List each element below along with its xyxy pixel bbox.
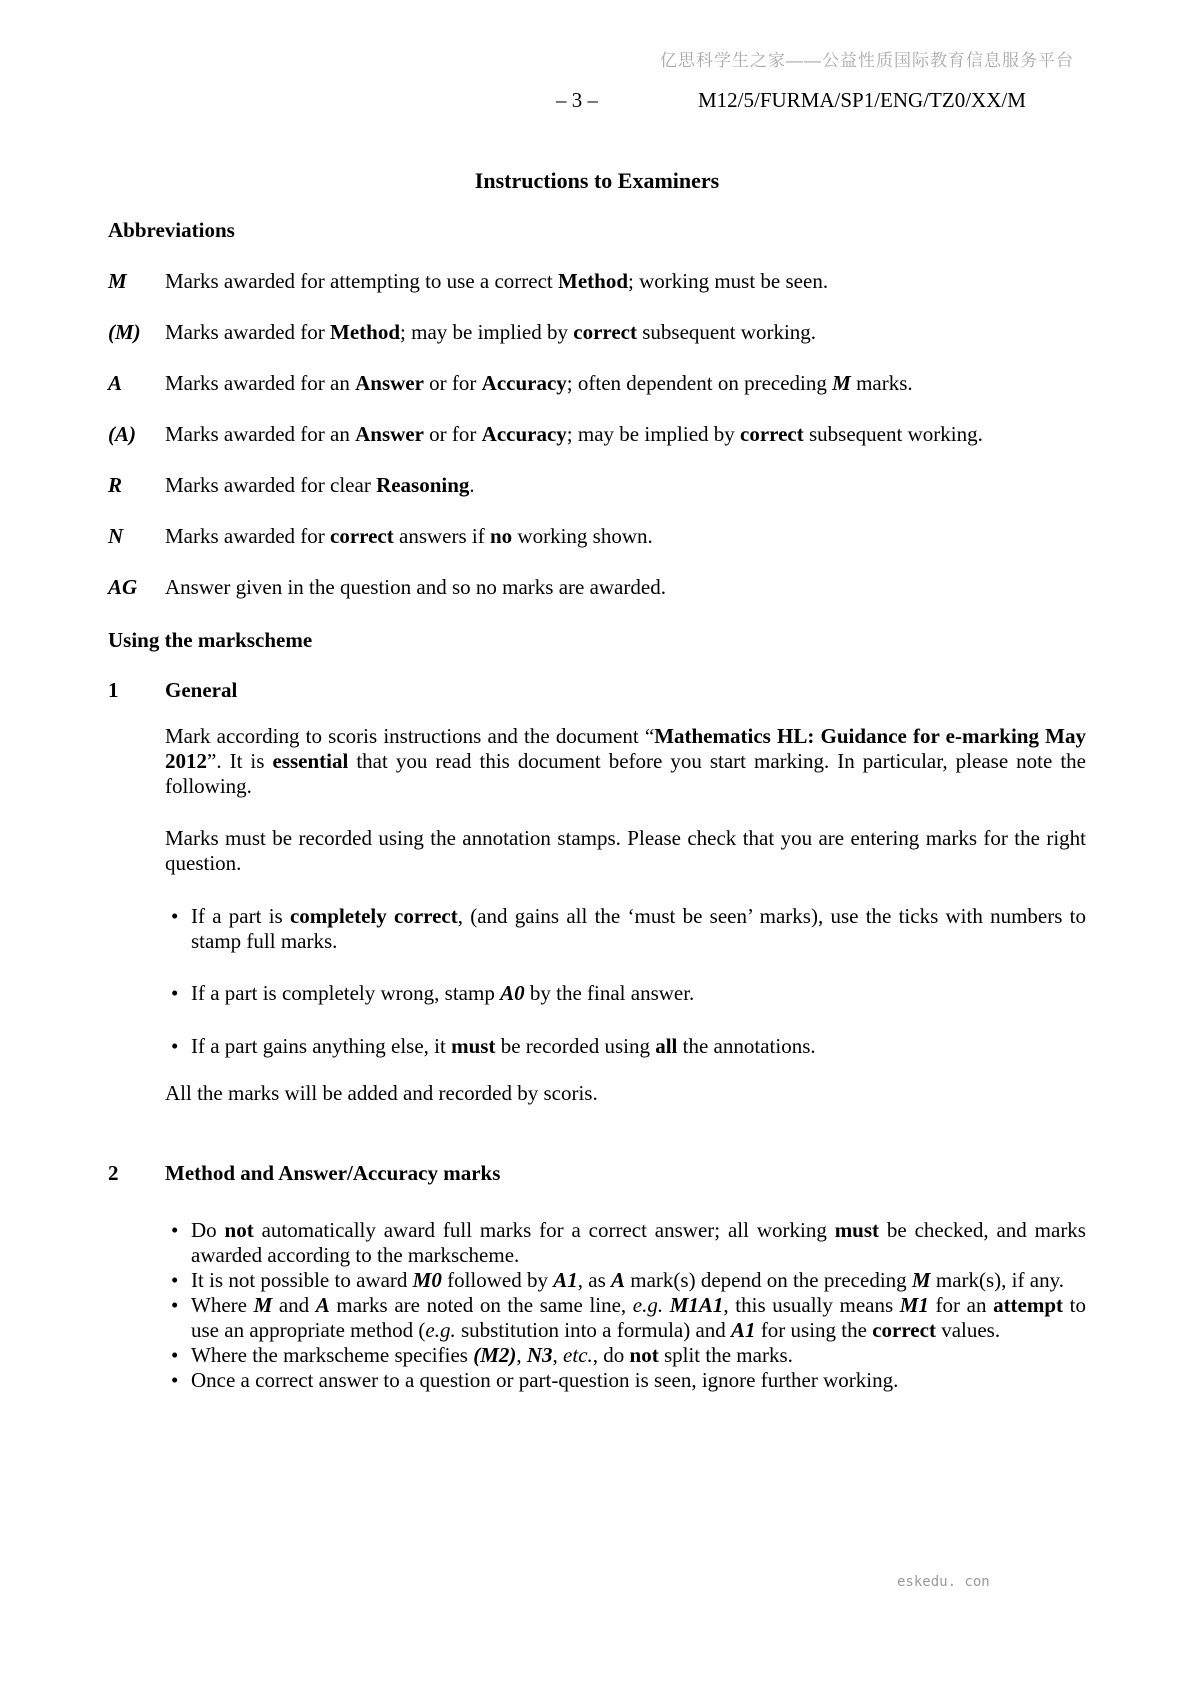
abbreviation-description: Answer given in the question and so no marks are awarded.	[165, 575, 666, 599]
bullet-item	[165, 904, 1086, 954]
bullet-icon: •	[171, 1034, 179, 1058]
bullet-item	[165, 1268, 1086, 1293]
bullet-text: If a part is completely wrong, stamp A0 by the final answer.	[191, 981, 695, 1005]
abbreviation-code: R	[108, 473, 123, 497]
abbreviation-row	[108, 269, 1086, 294]
section-number: 1	[108, 678, 119, 702]
abbreviation-code: A	[108, 371, 123, 395]
abbreviation-code: N	[108, 524, 124, 548]
document-content	[108, 0, 1086, 1393]
abbreviation-row	[108, 575, 1086, 600]
bullet-text: Where M and A marks are noted on the same line, e.g. M1A1, this usually means M1 for an attempt to use an appropriate method (e.g. substitution into a formula) and A1 for using the correct values.	[191, 1293, 1086, 1342]
bullet-item	[165, 1218, 1086, 1268]
abbreviation-description: Marks awarded for correct answers if no working shown.	[165, 524, 653, 548]
watermark-bottom: eskedu. con	[897, 1574, 990, 1590]
abbreviation-description: Marks awarded for Method; may be implied by correct subsequent working.	[165, 320, 817, 344]
bullet-text: Do not automatically award full marks for a correct answer; all working must be checked, and marks awarded according to the markscheme.	[191, 1218, 1086, 1267]
paragraph: Marks must be recorded using the annotation stamps. Please check that you are entering marks for the right question.	[165, 826, 1086, 875]
bullet-icon: •	[171, 1368, 179, 1392]
section-title: General	[165, 678, 238, 702]
bullet-item	[165, 1368, 1086, 1393]
bullet-icon: •	[171, 904, 179, 928]
paragraph: All the marks will be added and recorded by scoris.	[165, 1081, 598, 1105]
bullet-item	[165, 981, 1086, 1006]
page-number: – 3 –	[556, 88, 598, 112]
abbreviation-description: Marks awarded for attempting to use a correct Method; working must be seen.	[165, 269, 829, 293]
abbreviation-description: Marks awarded for an Answer or for Accuracy; often dependent on preceding M marks.	[165, 371, 913, 395]
section-heading-general	[108, 678, 1086, 703]
bullet-text: It is not possible to award M0 followed by A1, as A mark(s) depend on the preceding M mark(s), if any.	[191, 1268, 1064, 1292]
bullet-item	[165, 1034, 1086, 1059]
section-heading-method	[108, 1161, 1086, 1186]
abbreviation-code: (A)	[108, 422, 136, 446]
section-number: 2	[108, 1161, 119, 1185]
abbreviation-description: Marks awarded for an Answer or for Accuracy; may be implied by correct subsequent working.	[165, 422, 983, 446]
abbreviation-code: AG	[108, 575, 138, 599]
using-markscheme-heading: Using the markscheme	[108, 628, 313, 652]
bullet-text: If a part gains anything else, it must be recorded using all the annotations.	[191, 1034, 816, 1058]
bullet-icon: •	[171, 1268, 179, 1292]
abbreviation-row	[108, 422, 1086, 447]
paragraph: Mark according to scoris instructions and the document “Mathematics HL: Guidance for e-marking May 2012”. It is essential that you read this document before you start marking. In particular, please note the following.	[165, 724, 1086, 798]
bullet-text: Once a correct answer to a question or part-question is seen, ignore further working.	[191, 1368, 899, 1392]
abbreviation-row	[108, 320, 1086, 345]
bullet-text: Where the markscheme specifies (M2), N3, etc., do not split the marks.	[191, 1343, 793, 1367]
page-title: Instructions to Examiners	[474, 168, 720, 193]
bullet-icon: •	[171, 981, 179, 1005]
bullet-icon: •	[171, 1343, 179, 1367]
abbreviation-code: M	[108, 269, 127, 293]
bullet-icon: •	[171, 1293, 179, 1317]
abbreviation-row	[108, 473, 1086, 498]
abbreviation-description: Marks awarded for clear Reasoning.	[165, 473, 475, 497]
watermark-top: 亿思科学生之家——公益性质国际教育信息服务平台	[660, 51, 1074, 70]
bullet-icon: •	[171, 1218, 179, 1242]
abbreviation-code: (M)	[108, 320, 141, 344]
abbreviation-row	[108, 524, 1086, 549]
abbreviations-heading: Abbreviations	[108, 218, 235, 242]
abbreviation-row	[108, 371, 1086, 396]
bullet-item	[165, 1293, 1086, 1343]
bullet-text: If a part is completely correct, (and gains all the ‘must be seen’ marks), use the ticks with numbers to stamp full marks.	[191, 904, 1086, 953]
bullet-item	[165, 1343, 1086, 1368]
section-title: Method and Answer/Accuracy marks	[165, 1161, 501, 1185]
paper-code: M12/5/FURMA/SP1/ENG/TZ0/XX/M	[698, 88, 1026, 112]
